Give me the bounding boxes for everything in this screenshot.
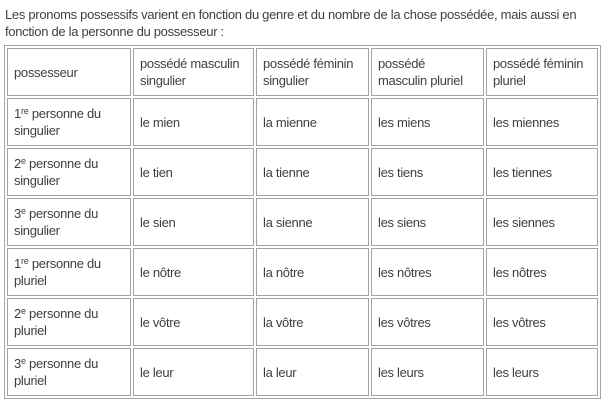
person-cell [7, 298, 131, 346]
person-cell [7, 348, 131, 396]
pronoun-cell: les leurs [486, 348, 598, 396]
pronoun-cell: la leur [256, 348, 369, 396]
person-label: personne du singulier [14, 106, 101, 138]
person-label: personne du pluriel [14, 306, 99, 338]
person-ordinal-suffix: re [20, 256, 29, 266]
pronoun-cell: la nôtre [256, 248, 369, 296]
person-cell [7, 148, 131, 196]
person-number: 2 [14, 156, 21, 171]
person-label: personne du pluriel [14, 356, 99, 388]
pronoun-cell: les nôtres [486, 248, 598, 296]
person-label: personne du pluriel [14, 256, 101, 288]
pronoun-cell: les nôtres [371, 248, 484, 296]
person-label: personne du singulier [14, 156, 99, 188]
table-row-2sg [7, 148, 598, 196]
person-ordinal-suffix: e [20, 206, 26, 216]
pronoun-cell: le mien [133, 98, 254, 146]
pronoun-cell: le sien [133, 198, 254, 246]
person-ordinal-suffix: e [20, 306, 26, 316]
table-row-1sg [7, 98, 598, 146]
person-ordinal-suffix: re [20, 106, 29, 116]
table-row-3pl [7, 348, 598, 396]
pronoun-cell: la sienne [256, 198, 369, 246]
pronoun-cell: les miennes [486, 98, 598, 146]
table-row-3sg [7, 198, 598, 246]
pronoun-cell: la mienne [256, 98, 369, 146]
pronoun-cell: les siens [371, 198, 484, 246]
person-number: 1 [14, 256, 21, 271]
table-row-2pl [7, 298, 598, 346]
pronoun-cell: la tienne [256, 148, 369, 196]
pronoun-cell: les tiennes [486, 148, 598, 196]
header-cell-feminin-singulier: possédé féminin singulier [256, 48, 369, 96]
person-label: personne du singulier [14, 206, 99, 238]
pronoun-cell: le tien [133, 148, 254, 196]
pronoun-cell: la vôtre [256, 298, 369, 346]
person-number: 1 [14, 106, 21, 121]
header-cell-masculin-singulier: possédé masculin singulier [133, 48, 254, 96]
pronoun-cell: les vôtres [371, 298, 484, 346]
pronoun-cell: les leurs [371, 348, 484, 396]
pronoun-cell: les tiens [371, 148, 484, 196]
pronoun-cell: les miens [371, 98, 484, 146]
person-ordinal-suffix: e [20, 156, 26, 166]
pronoun-cell: les vôtres [486, 298, 598, 346]
possessive-pronoun-table [4, 45, 601, 399]
person-ordinal-suffix: e [20, 356, 26, 366]
person-number: 2 [14, 306, 21, 321]
intro-paragraph: Les pronoms possessifs varient en fonction du genre et du nombre de la chose possédée, mais aussi en fonction de la personne du possesseur : [5, 7, 577, 39]
pronoun-cell: le nôtre [133, 248, 254, 296]
header-cell-masculin-pluriel: possédé masculin pluriel [371, 48, 484, 96]
person-cell [7, 98, 131, 146]
pronoun-cell: les siennes [486, 198, 598, 246]
table-row-1pl [7, 248, 598, 296]
header-row [7, 48, 598, 96]
pronoun-cell: le vôtre [133, 298, 254, 346]
pronoun-cell: le leur [133, 348, 254, 396]
person-number: 3 [14, 356, 21, 371]
header-cell-possesseur: possesseur [7, 48, 131, 96]
person-cell [7, 198, 131, 246]
header-cell-feminin-pluriel: possédé féminin pluriel [486, 48, 598, 96]
person-number: 3 [14, 206, 21, 221]
person-cell [7, 248, 131, 296]
